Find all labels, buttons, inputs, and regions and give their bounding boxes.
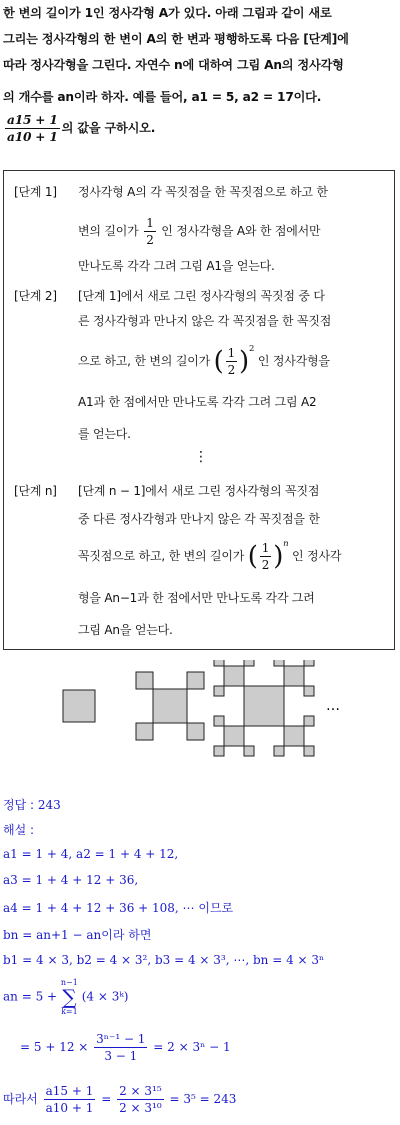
square-level-2 [244,746,254,756]
step2-line-a: [단계 1]에서 새로 그린 정사각형의 꼭짓점 중 다 [78,289,325,303]
square-level-0 [63,690,95,722]
square-level-0 [153,689,187,723]
vertical-ellipsis: ⋮ [194,449,208,465]
step1-line-a: 정사각형 A의 각 꼭짓점을 한 꼭짓점으로 하고 한 [78,185,328,199]
stepn-line-c: 꼭짓점으로 하고, 한 변의 길이가 ( $\frac{1}{2}$ )$^n$ 인 정사각 [78,539,342,572]
problem-line-3: 따라 정사각형을 그린다. 자연수 n에 대하여 그림 An의 정사각형 [3,58,344,72]
step2-label: [단계 2] [14,289,57,303]
stepn-line-a: [단계 n − 1]에서 새로 그린 정사각형의 꼭짓점 [78,484,320,498]
answer-value: 243 [37,798,61,812]
question-fraction [5,112,60,145]
question-tail: 의 값을 구하시오. [61,121,156,135]
square-level-2 [274,660,284,666]
step2-line-d: A1과 한 점에서만 만나도록 각각 그려 그림 A2 [78,395,317,409]
square-level-2 [214,746,224,756]
square-level-1 [224,726,244,746]
solution-line-4: bn = an+1 − an이라 하면 [3,928,152,942]
stepn-line-b: 중 다른 정사각형과 만나지 않은 각 꼭짓점을 한 [78,512,320,526]
figure-ellipsis: … [326,698,340,714]
problem-line-2: 그리는 정사각형의 한 변이 A의 한 변과 평행하도록 다음 [단계]에 [3,32,349,46]
step2-line-e: 를 얻는다. [78,427,131,441]
square-level-2 [304,686,314,696]
square-level-1 [187,723,204,740]
figure-a1 [136,672,204,740]
solution-line-6: an = 5 + n−1 ∑ k=1 (4 × 3ᵏ) [3,978,129,1016]
stepn-line-d: 형을 An−1과 한 점에서만 만나도록 각각 그려 [78,591,315,605]
solution-line-1: a1 = 1 + 4, a2 = 1 + 4 + 12, [3,847,179,861]
square-level-2 [244,660,254,666]
solution-line-7: = 5 + 12 × $\frac{\text{3ⁿ⁻¹ − 1}}{3 - 1}$ = 2 × 3ⁿ − 1 [20,1032,231,1063]
square-level-1 [284,666,304,686]
figure-a2 [214,660,314,756]
square-level-1 [136,723,153,740]
step2-line-b: 른 정사각형과 만나지 않은 각 꼭짓점을 한 꼭짓점 [78,314,332,328]
square-level-2 [304,716,314,726]
answer-label: 정답 : [3,798,35,812]
question-denominator: a10 + 1 [7,130,58,144]
square-level-2 [304,660,314,666]
square-level-2 [214,686,224,696]
step2-line-c: 으로 하고, 한 변의 길이가 ( $\frac{1}{2}$ )$^2$ 인 정사각형을 [78,344,330,377]
square-level-2 [214,660,224,666]
square-level-1 [284,726,304,746]
square-level-1 [224,666,244,686]
square-level-1 [187,672,204,689]
square-level-0 [244,686,284,726]
step1-label: [단계 1] [14,185,57,199]
square-fractal-figure [0,660,400,760]
solution-line-2: a3 = 1 + 4 + 12 + 36, [3,873,139,887]
stepn-line-e: 그림 An을 얻는다. [78,623,173,637]
question-numerator: a15 + 1 [7,113,58,127]
problem-line-1: 한 변의 길이가 1인 정사각형 A가 있다. 아래 그림과 같이 새로 [3,6,332,20]
stepn-label: [단계 n] [14,484,57,498]
solution-line-5: b1 = 4 × 3, b2 = 4 × 3², b3 = 4 × 3³, ⋯, bn = 4 × 3ⁿ [3,953,325,967]
step1-line-c: 만나도록 각각 그려 그림 A1을 얻는다. [78,259,275,273]
square-level-2 [274,746,284,756]
steps-box [3,170,395,650]
problem-question [3,112,155,145]
solution-line-3: a4 = 1 + 4 + 12 + 36 + 108, ⋯ 이므로 [3,901,234,915]
figure-a0 [63,690,95,722]
step1-line-b: 변의 길이가 $\frac{1}{2}$ 인 정사각형을 A와 한 점에서만 [78,216,321,247]
solution-line-8: 따라서 $\frac{a15 + 1}{a10 + 1}$ = $\frac{\text{2 × 3¹⁵}}{\text{2 × 3¹⁰}}$ = 3⁵ = 243 [3,1084,237,1115]
problem-line-4: 의 개수를 an이라 하자. 예를 들어, a1 = 5, a2 = 17이다. [3,90,322,104]
square-level-2 [304,746,314,756]
square-level-2 [214,716,224,726]
answer-line [3,796,61,813]
square-level-1 [136,672,153,689]
explain-label: 해설 : [3,823,35,837]
